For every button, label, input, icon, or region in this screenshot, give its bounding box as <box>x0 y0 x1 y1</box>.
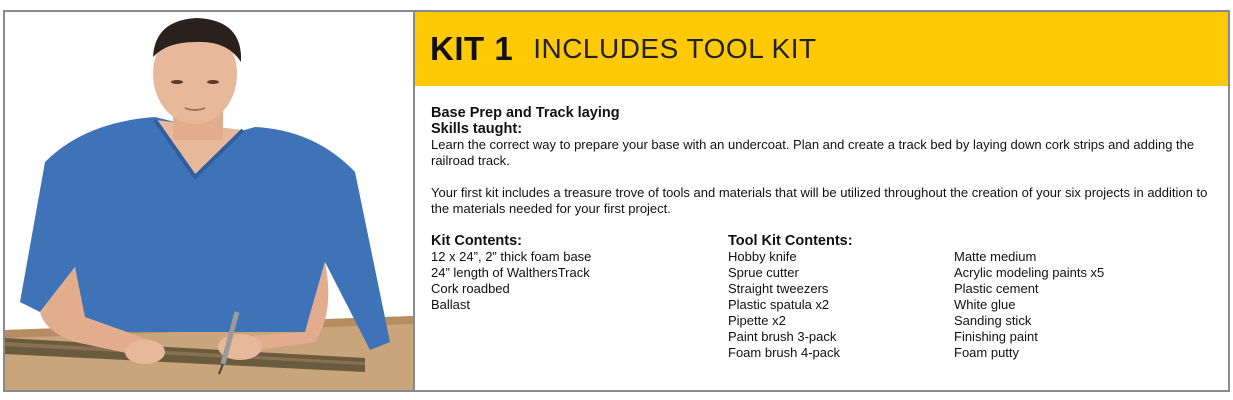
kit-details <box>415 12 1228 390</box>
kit-subtitle: INCLUDES TOOL KIT <box>533 33 817 64</box>
list-item: Cork roadbed <box>431 281 510 296</box>
product-photo <box>5 12 415 390</box>
list-item: Plastic cement <box>954 281 1039 296</box>
list-item: Hobby knife <box>728 249 797 264</box>
list-item: Foam putty <box>954 345 1020 360</box>
list-item: Pipette x2 <box>728 313 786 328</box>
tool-kit-list-continued <box>954 249 1104 361</box>
person-cutting-cork-icon <box>5 12 413 390</box>
list-item: Matte medium <box>954 249 1037 264</box>
list-item: Straight tweezers <box>728 281 829 296</box>
kit-contents-heading: Kit Contents: <box>431 233 523 249</box>
tool-kit-list <box>728 233 853 361</box>
list-item: Plastic spatula x2 <box>728 297 830 312</box>
list-item: Ballast <box>431 297 471 312</box>
list-item: Sprue cutter <box>728 265 799 280</box>
list-item: Acrylic modeling paints x5 <box>954 265 1105 280</box>
list-item: Sanding stick <box>954 313 1032 328</box>
kit-banner <box>415 12 1228 86</box>
kit-card <box>3 10 1230 392</box>
tool-kit-heading: Tool Kit Contents: <box>728 233 853 249</box>
skills-text: Learn the correct way to prepare your base with an undercoat. Plan and create a track bed by laying down cork strips and adding the railroad track. <box>431 137 1195 168</box>
list-item: 12 x 24”, 2” thick foam base <box>431 249 592 264</box>
kit-intro-text: Your first kit includes a treasure trove of tools and materials that will be utilized throughout the creation of your six projects in addition to the materials needed for your first project. <box>431 185 1208 216</box>
kit-contents-list <box>431 233 591 313</box>
list-item: White glue <box>954 297 1016 312</box>
skills-heading: Skills taught: <box>431 121 523 137</box>
kit-description <box>431 105 1216 217</box>
list-item: Paint brush 3-pack <box>728 329 837 344</box>
list-item: Foam brush 4-pack <box>728 345 840 360</box>
list-item: 24” length of WalthersTrack <box>431 265 590 280</box>
kit-title: Base Prep and Track laying <box>431 105 620 121</box>
list-item: Finishing paint <box>954 329 1038 344</box>
kit-number: KIT 1 <box>430 30 514 67</box>
